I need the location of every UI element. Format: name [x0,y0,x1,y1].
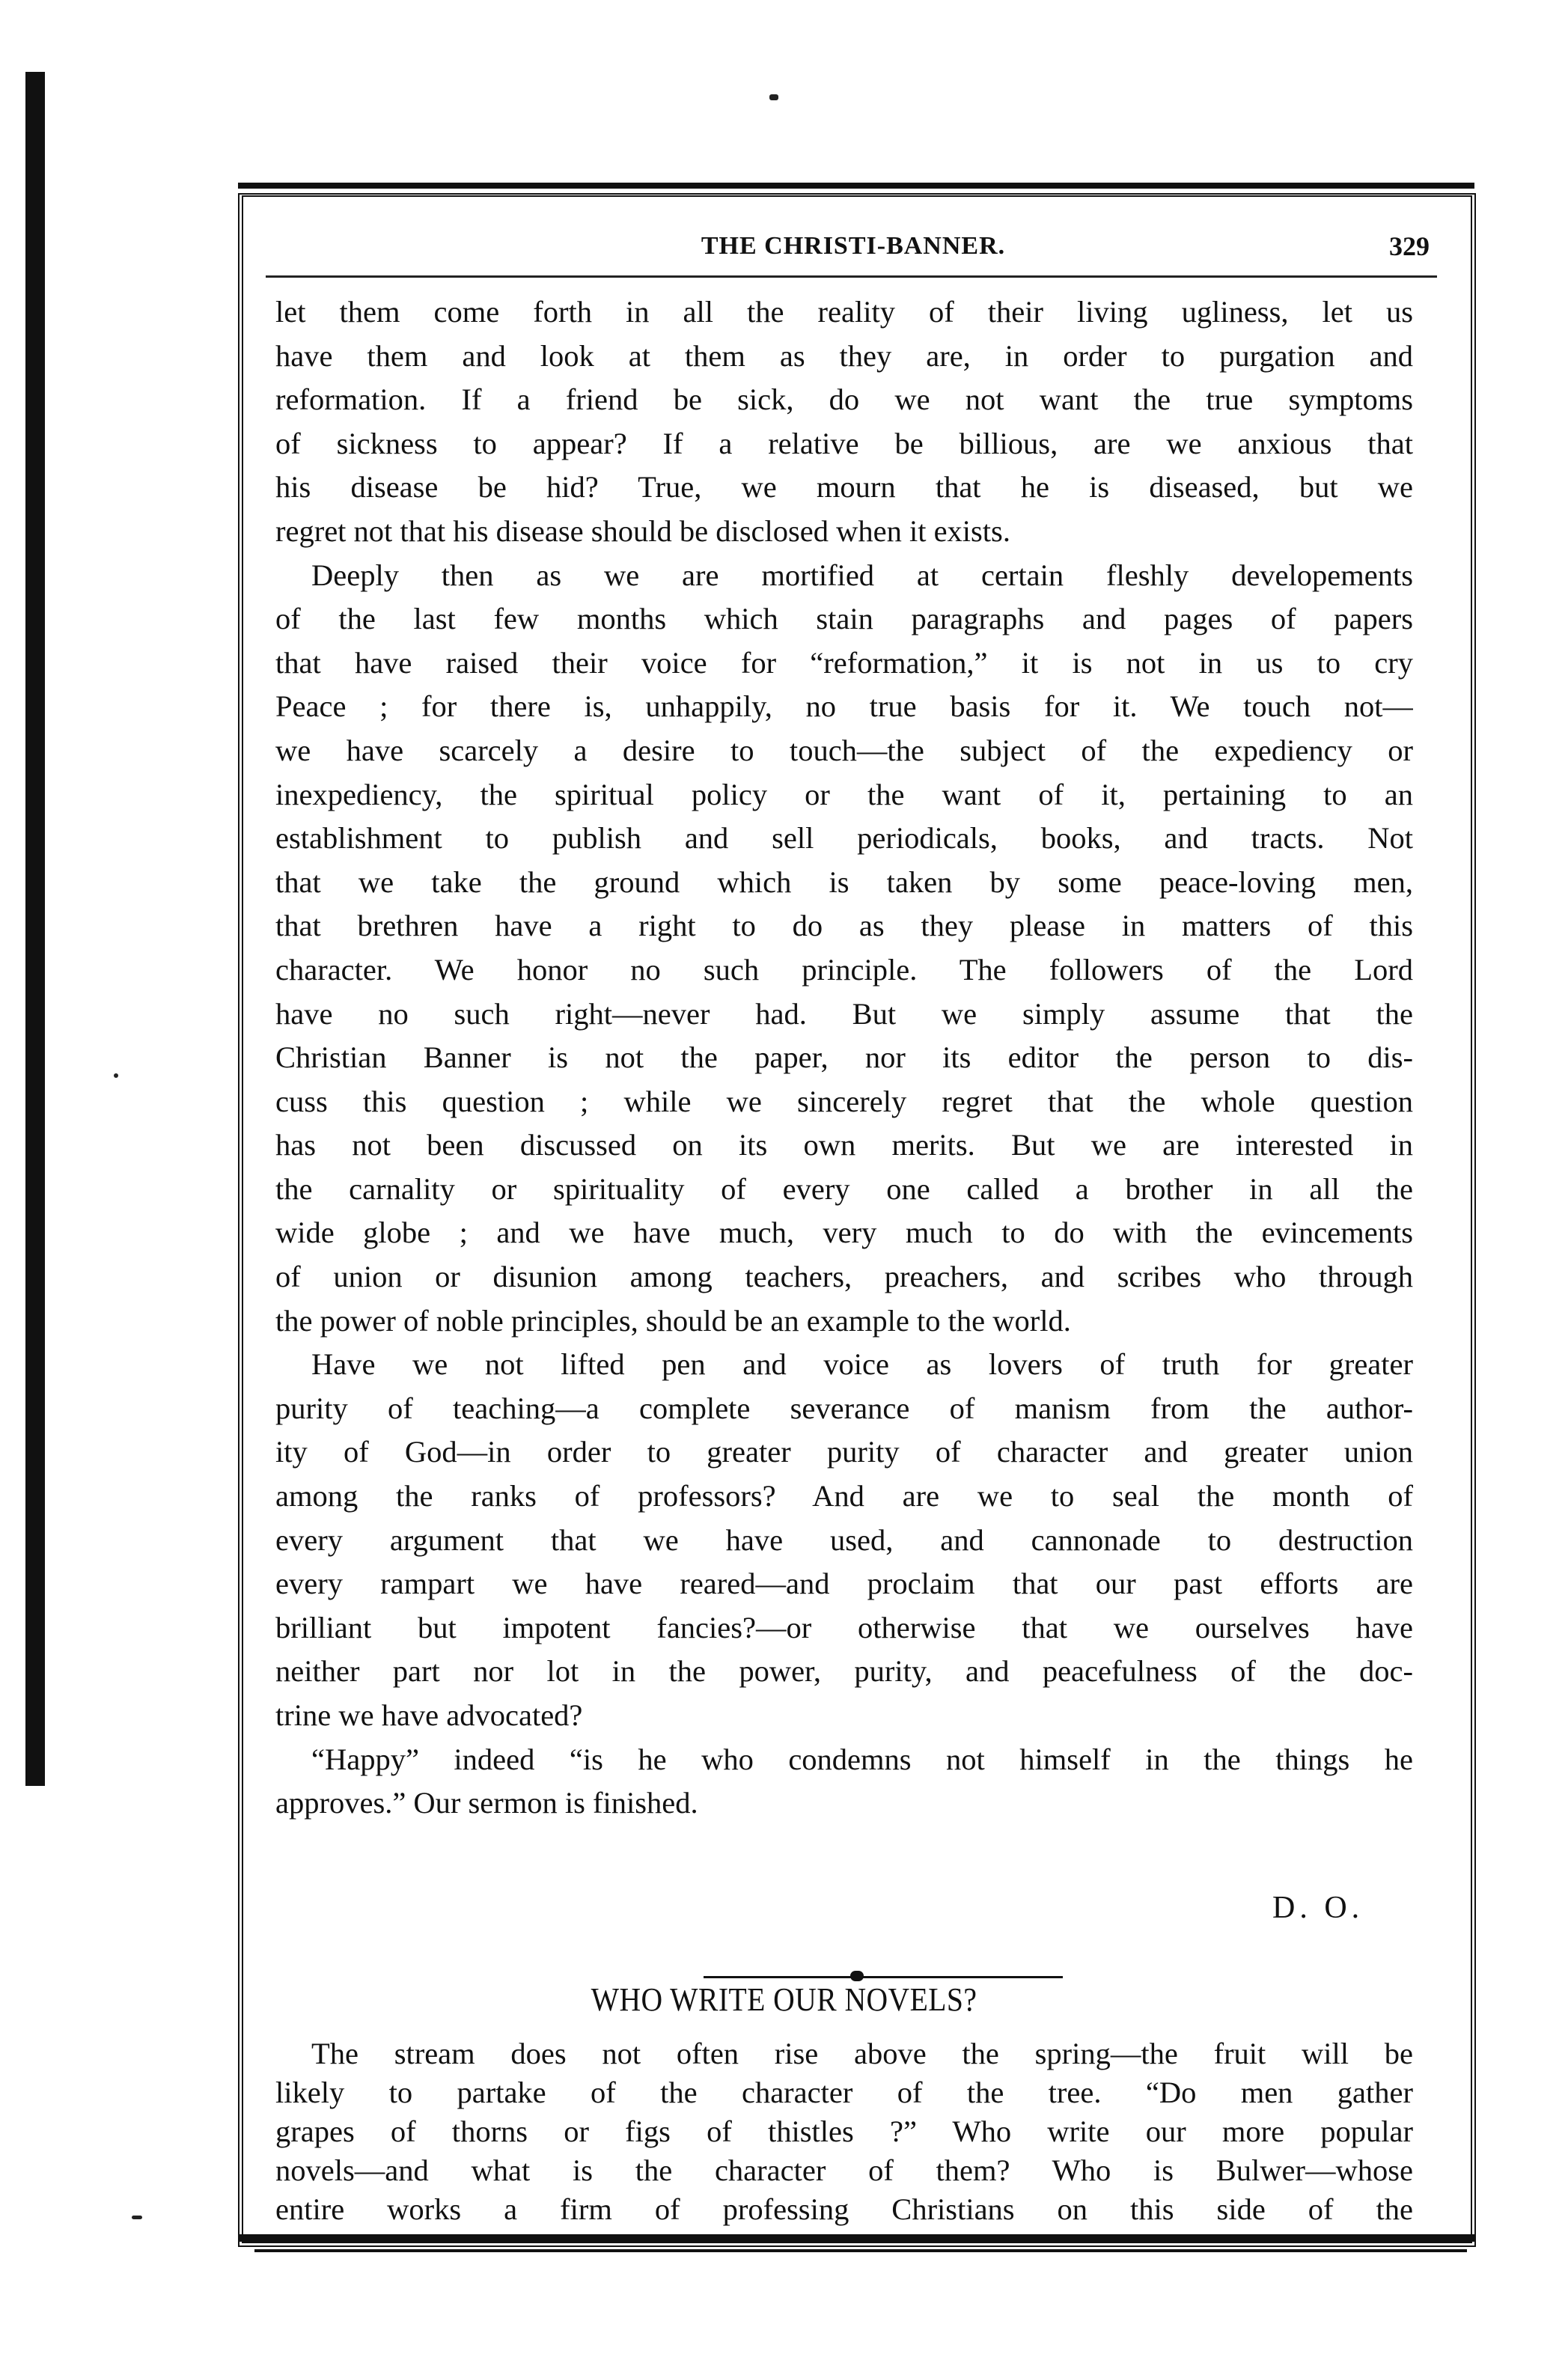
text-line: have them and look at them as they are, in order to purgation and [275,338,1413,373]
running-header [269,225,1437,269]
text-line: ity of God—in order to greater purity of character and greater union [275,1435,1413,1469]
scan-speck [114,1073,118,1078]
text-line: let them come forth in all the reality of their living ugliness, let us [275,295,1413,329]
text-line: we have scarcely a desire to touch—the subject of the expediency or [275,733,1413,767]
article-body-2 [275,2034,1413,2229]
text-line: Deeply then as we are mortified at certain fleshly developements [311,558,1413,592]
text-line: character. We honor no such principle. The followers of the Lord [275,952,1413,987]
text-line: of sickness to appear? If a relative be billious, are we anxious that [275,426,1413,460]
text-line: “Happy” indeed “is he who condemns not himself in the things he [311,1742,1413,1776]
text-line: neither part nor lot in the power, purity, and peacefulness of the doc- [275,1654,1413,1689]
text-line: every rampart we have reared—and proclaim that our past efforts are [275,1567,1413,1601]
header-rule [266,275,1437,278]
text-line: among the ranks of professors? And are we to seal the month of [275,1479,1413,1513]
text-line: approves.” Our sermon is finished. [275,1786,698,1820]
text-line: that have raised their voice for “reformation,” it is not in us to cry [275,645,1413,680]
bottom-rule-thin [254,2249,1467,2252]
page-number: 329 [1389,231,1430,261]
text-line: his disease be hid? True, we mourn that he is diseased, but we [275,470,1413,504]
text-line: of the last few months which stain paragraphs and pages of papers [275,602,1413,636]
divider-ornament [850,1971,864,1981]
section-divider [704,1976,1063,1978]
text-line: entire works a firm of professing Christians on this side of the [275,2192,1413,2226]
text-line: novels—and what is the character of them? Who is Bulwer—whose [275,2153,1413,2187]
page-top-rule [238,183,1474,189]
text-line: purity of teaching—a complete severance of manism from the author- [275,1391,1413,1425]
text-line: wide globe ; and we have much, very much to do with the evincements [275,1216,1413,1250]
text-line: of union or disunion among teachers, preachers, and scribes who through [275,1260,1413,1294]
section-heading: WHO WRITE OUR NOVELS? [591,1981,977,2018]
text-line: reformation. If a friend be sick, do we not want the true symptoms [275,382,1413,417]
text-line: that we take the ground which is taken by some peace-loving men, [275,865,1413,899]
text-line: The stream does not often rise above the spring—the fruit will be [311,2037,1413,2070]
text-line: have no such right—never had. But we simply assume that the [275,996,1413,1031]
scan-speck [132,2216,142,2219]
text-line: inexpediency, the spiritual policy or the want of it, pertaining to an [275,777,1413,811]
text-line: Peace ; for there is, unhappily, no true basis for it. We touch not— [275,689,1413,724]
author-signature: D. O. [1272,1891,1364,1925]
text-line: likely to partake of the character of the tree. “Do men gather [275,2076,1413,2109]
text-line: cuss this question ; while we sincerely regret that the whole question [275,1084,1413,1118]
scan-speck [769,94,778,100]
text-line: regret not that his disease should be disclosed when it exists. [275,513,1010,548]
text-line: Have we not lifted pen and voice as lovers of truth for greater [311,1347,1413,1382]
text-line: every argument that we have used, and cannonade to destruction [275,1522,1413,1557]
text-line: that brethren have a right to do as they please in matters of this [275,909,1413,943]
text-line: brilliant but impotent fancies?—or otherwise that we ourselves have [275,1610,1413,1644]
text-line: the carnality or spirituality of every one called a brother in all the [275,1171,1413,1206]
text-line: grapes of thorns or figs of thistles ?” Who write our more popular [275,2114,1413,2148]
text-line: the power of noble principles, should be an example to the world. [275,1303,1071,1338]
text-line: trine we have advocated? [275,1698,583,1732]
text-line: has not been discussed on its own merits. But we are interested in [275,1128,1413,1162]
running-title: THE CHRISTI-BANNER. [701,232,1006,260]
bottom-rule [238,2234,1474,2242]
binding-edge-bar [25,72,45,1786]
article-body [275,290,1413,1826]
text-line: Christian Banner is not the paper, nor its editor the person to dis- [275,1040,1413,1075]
text-line: establishment to publish and sell periodicals, books, and tracts. Not [275,821,1413,856]
